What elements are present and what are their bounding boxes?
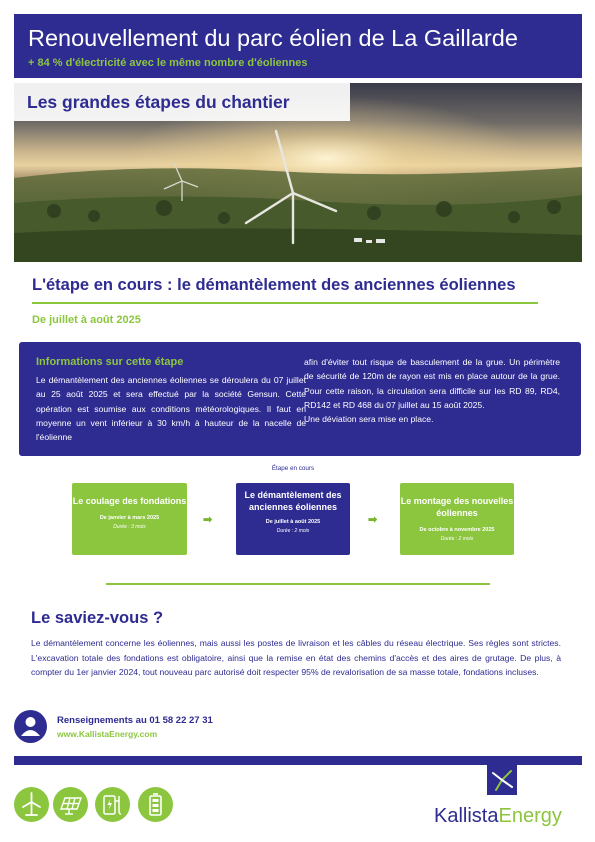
- step-label: Le démantèlement des anciennes éoliennes: [244, 490, 342, 512]
- divider: [32, 302, 538, 304]
- ev-charging-icon: [95, 787, 130, 822]
- step-date: De janvier à mars 2025: [99, 515, 160, 521]
- arrow-right-icon: ➡: [368, 514, 378, 526]
- arrow-right-icon: ➡: [203, 514, 213, 526]
- brand-name-part2: Energy: [498, 805, 562, 827]
- hero-photo: [14, 83, 582, 262]
- header-banner: [14, 14, 582, 78]
- did-you-know-text: Le démantèlement concerne les éoliennes, mais aussi les postes de livraison et les câbles du réseau électrique. Ses règles sont strictes. L'excavation totale des fondations est obligatoire, ainsi que la remise en état des chemins d'accès et des aires de grutage. De plus, à compter du 1er janvier 2024, tout nouveau parc autorisé doit respecter 95% de revalorisation de sa masse totale, fondations incluses.: [31, 638, 561, 677]
- timeline-step-foundations: [72, 483, 187, 555]
- step-date: De octobre à novembre 2025: [419, 527, 495, 533]
- page-title: Renouvellement du parc éolien de La Gaillarde: [28, 25, 518, 51]
- current-step-badge: Étape en cours: [271, 465, 315, 472]
- step-label: Le coulage des fondations: [72, 496, 187, 506]
- current-stage-title: L'étape en cours : le démantèlement des anciennes éoliennes: [32, 276, 516, 294]
- info-text-paragraph: afin d'éviter tout risque de basculement de la grue. Un périmètre de sécurité de 120m de rayon est mis en place autour de la grue. Pour cette raison, la circulation sera difficile sur les RD 89, RD4, RD142 et RD 468 du 07 juillet au 15 août 2025.: [304, 357, 560, 410]
- did-you-know-title: Le saviez-vous ?: [31, 609, 164, 627]
- page-subtitle: + 84 % d'électricité avec le même nombre d'éoliennes: [28, 57, 308, 69]
- info-box: [19, 342, 581, 456]
- timeline-step-assembly: [400, 483, 514, 555]
- divider: [106, 583, 490, 585]
- solar-panel-icon: [53, 787, 88, 822]
- step-date: De juillet à août 2025: [265, 519, 321, 525]
- info-title: Informations sur cette étape: [36, 356, 184, 368]
- wind-turbine-icon: [14, 787, 49, 822]
- info-text-column-1: Le démantèlement des anciennes éoliennes se déroulera du 07 juillet au 25 août 2025 et sera effectué par la société Gensun. Cette opération est soumise aux conditions météorologiques. Il faut en moyenne un vent inférieur à 30 km/h à hauteur de la nacelle de l'éolienne: [36, 375, 306, 443]
- kallista-logo-icon: [487, 765, 517, 795]
- website-link[interactable]: www.KallistaEnergy.com: [57, 729, 158, 739]
- step-duration: Durée : 2 mois: [276, 528, 310, 534]
- battery-icon: [138, 787, 173, 822]
- info-text-column-2: [304, 355, 560, 426]
- stages-heading: Les grandes étapes du chantier: [27, 92, 290, 112]
- detour-note: Une déviation sera mise en place.: [304, 414, 434, 425]
- footer-bar: [14, 756, 582, 765]
- step-duration: Durée : 3 mois: [113, 524, 146, 530]
- step-label: Le montage des nouvelles éoliennes: [400, 496, 514, 518]
- timeline-step-dismantling: [236, 483, 350, 555]
- contact-phone: Renseignements au 01 58 22 27 31: [57, 715, 213, 726]
- current-stage-period: De juillet à août 2025: [32, 314, 141, 326]
- step-duration: Durée : 2 mois: [440, 536, 474, 542]
- brand-name: [434, 805, 562, 828]
- user-icon: [14, 710, 47, 743]
- brand-name-part1: Kallista: [434, 805, 499, 827]
